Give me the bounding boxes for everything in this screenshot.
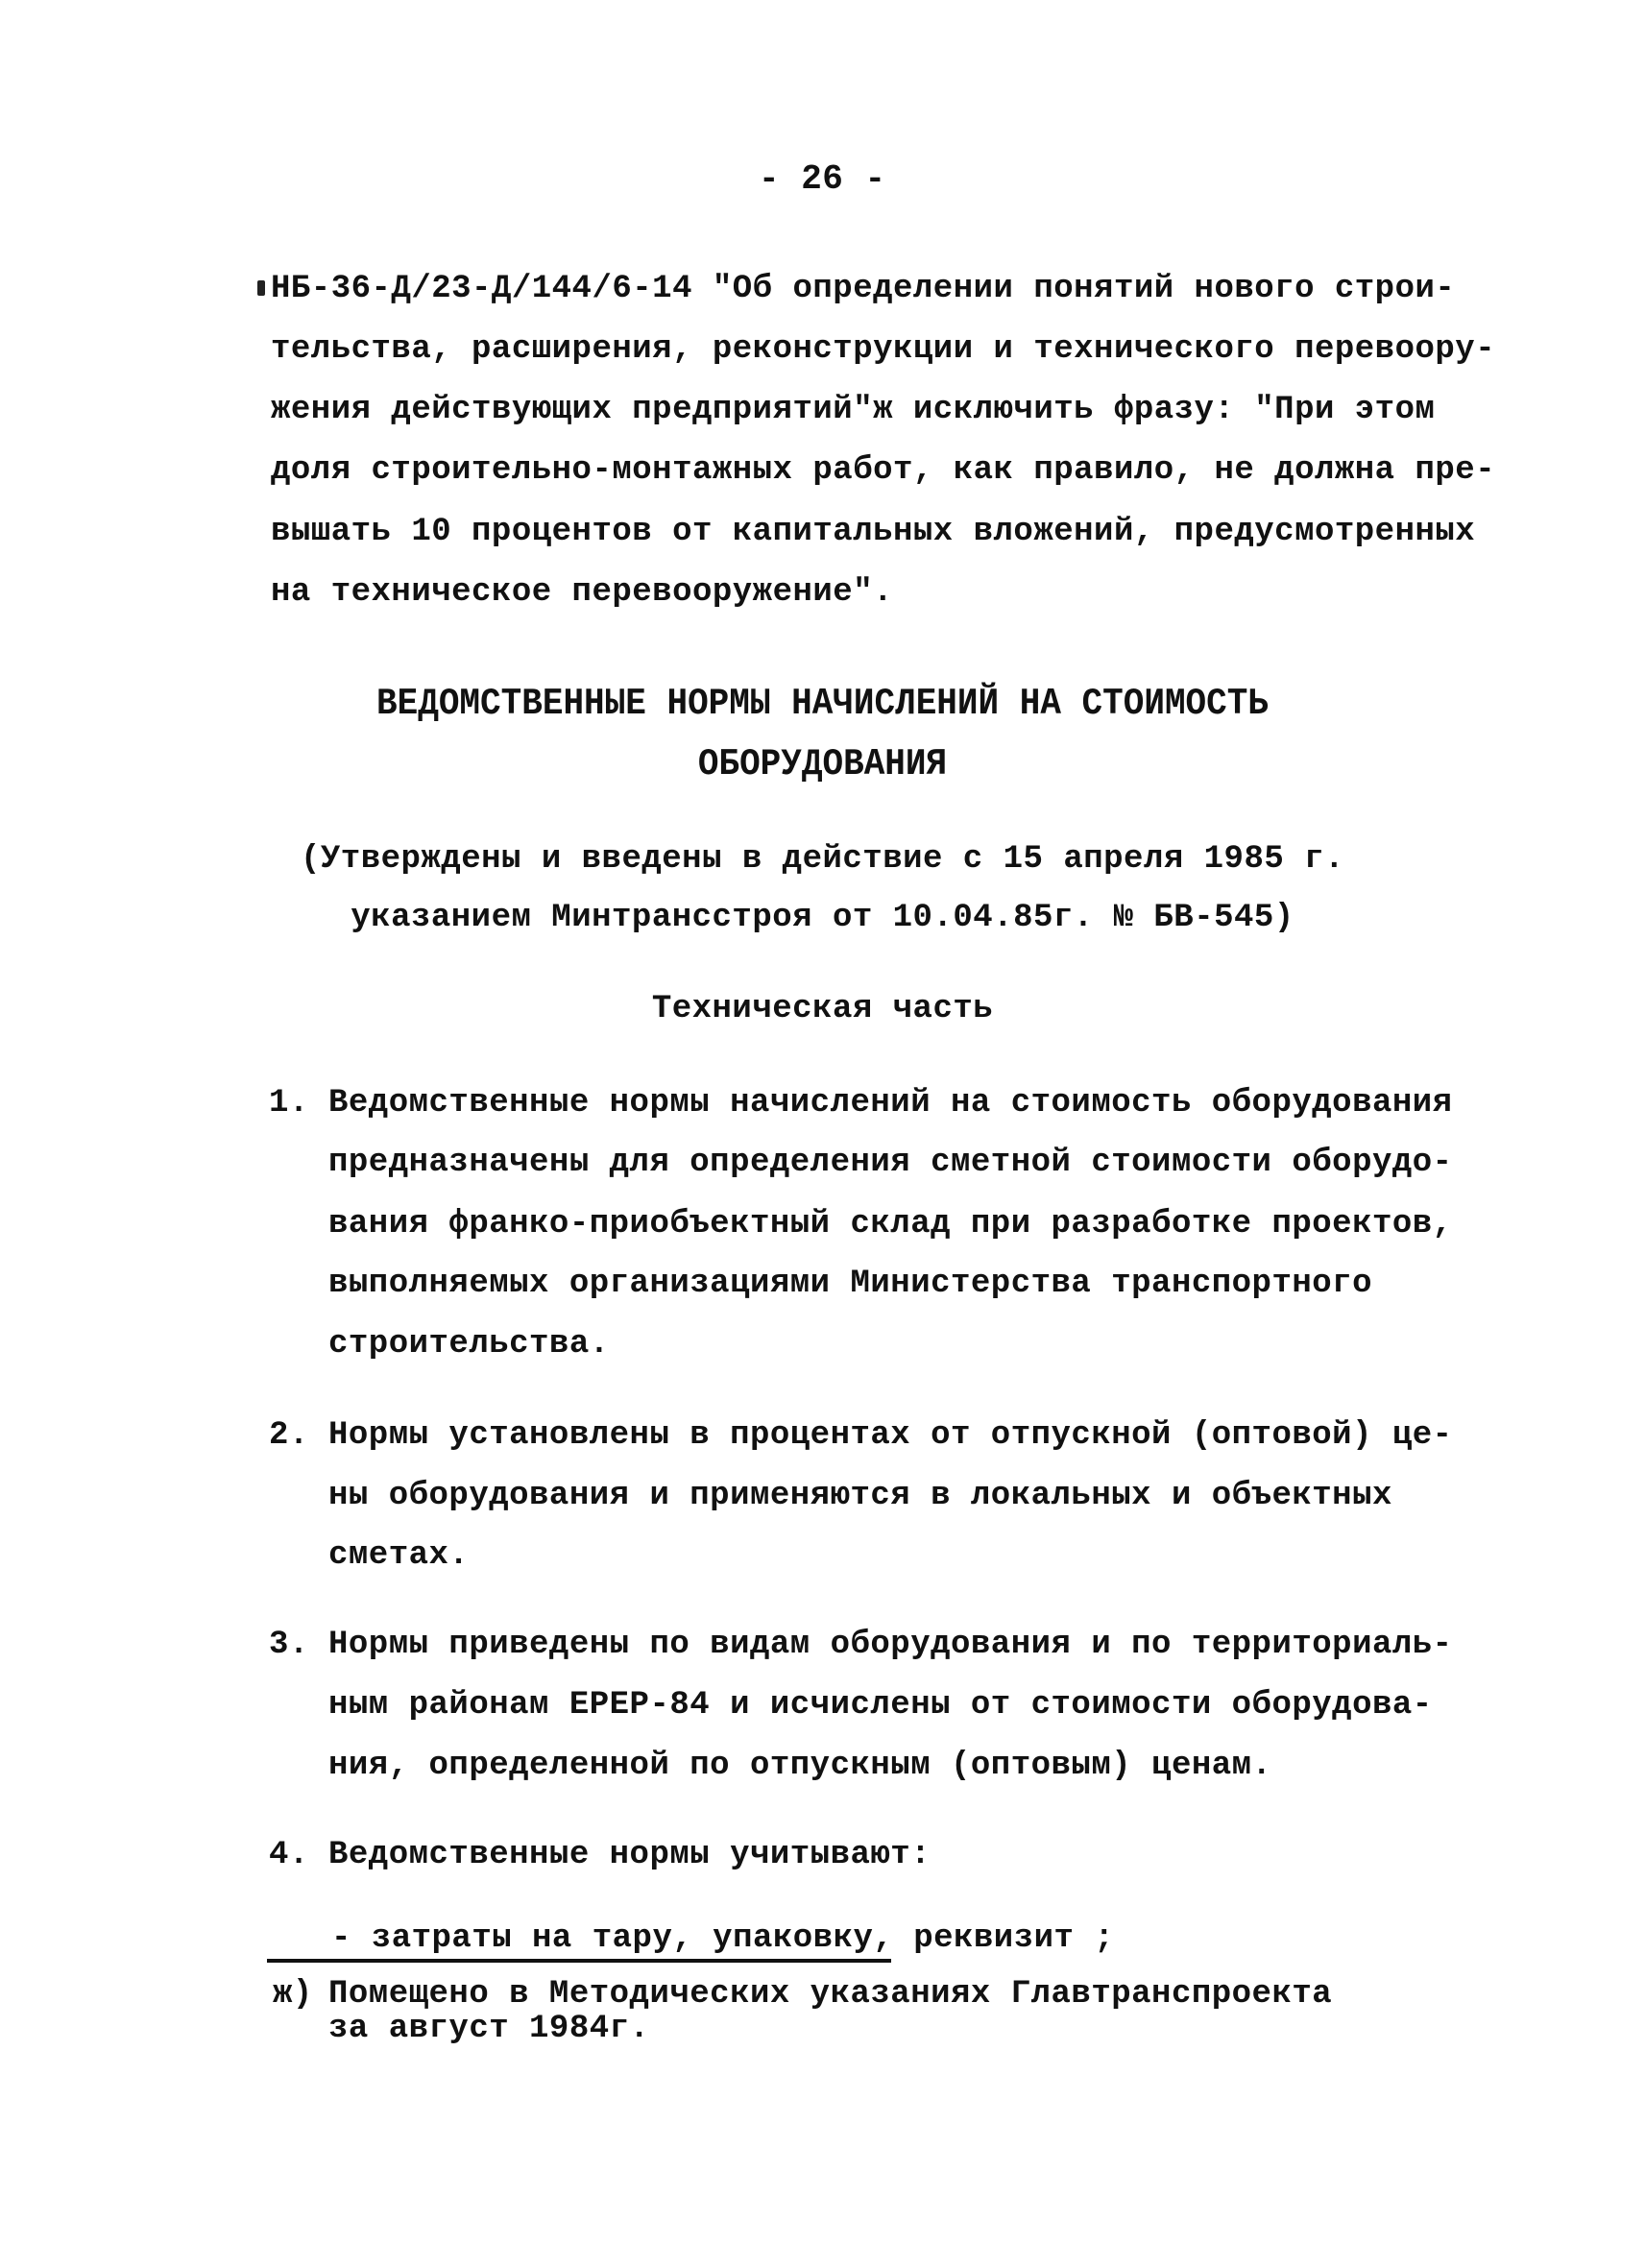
- approval-note: (Утверждены и введены в действие с 15 апреля 1985 г.: [301, 841, 1344, 878]
- item-line: вания франко-приобъектный склад при разработке проектов,: [328, 1206, 1453, 1243]
- intro-line: тельства, расширения, реконструкции и технического перевоору-: [271, 331, 1496, 368]
- approval-note: указанием Минтрансстроя от 10.04.85г. № БВ-545): [351, 900, 1294, 936]
- page-number: - 26 -: [759, 159, 886, 199]
- item-line: строительства.: [328, 1326, 610, 1363]
- item-number: 3.: [269, 1627, 309, 1663]
- footnote-line: за август 1984г.: [328, 2011, 650, 2047]
- list-bullet-item: - затраты на тару, упаковку, реквизит ;: [331, 1920, 1115, 1957]
- item-line: Ведомственные нормы начислений на стоимость оборудования: [328, 1085, 1453, 1122]
- item-line: предназначены для определения сметной стоимости оборудо-: [328, 1145, 1453, 1181]
- intro-line: доля строительно-монтажных работ, как правило, не должна пре-: [271, 452, 1496, 489]
- item-line: Нормы приведены по видам оборудования и по территориаль-: [328, 1627, 1453, 1663]
- footnote-mark: ж): [273, 1976, 313, 2013]
- scan-artifact: [257, 280, 265, 296]
- intro-line: вышать 10 процентов от капитальных вложений, предусмотренных: [271, 514, 1476, 550]
- item-number: 1.: [269, 1085, 309, 1122]
- intro-line: жения действующих предприятий"ж исключить фразу: "При этом: [271, 392, 1436, 428]
- item-number: 2.: [269, 1417, 309, 1454]
- item-line: Ведомственные нормы учитывают:: [328, 1837, 931, 1873]
- item-line: ния, определенной по отпускным (оптовым) ценам.: [328, 1748, 1272, 1784]
- section-heading: Техническая часть: [651, 991, 994, 1027]
- item-line: сметах.: [328, 1537, 470, 1574]
- item-number: 4.: [269, 1837, 309, 1873]
- document-title: ВЕДОМСТВЕННЫЕ НОРМЫ НАЧИСЛЕНИЙ НА СТОИМОСТЬ: [376, 682, 1269, 725]
- item-line: Нормы установлены в процентах от отпускной (оптовой) це-: [328, 1417, 1453, 1454]
- item-line: ным районам ЕРЕР-84 и исчислены от стоимости оборудова-: [328, 1687, 1433, 1724]
- footnote-line: Помещено в Методических указаниях Главтранспроекта: [328, 1976, 1333, 2013]
- footnote-divider: [267, 1959, 891, 1963]
- intro-line: НБ-36-Д/23-Д/144/6-14 "Об определении понятий нового строи-: [271, 271, 1456, 307]
- document-title: ОБОРУДОВАНИЯ: [697, 742, 948, 785]
- intro-line: на техническое перевооружение".: [271, 574, 894, 611]
- item-line: выполняемых организациями Министерства транспортного: [328, 1266, 1372, 1302]
- item-line: ны оборудования и применяются в локальных и объектных: [328, 1478, 1392, 1514]
